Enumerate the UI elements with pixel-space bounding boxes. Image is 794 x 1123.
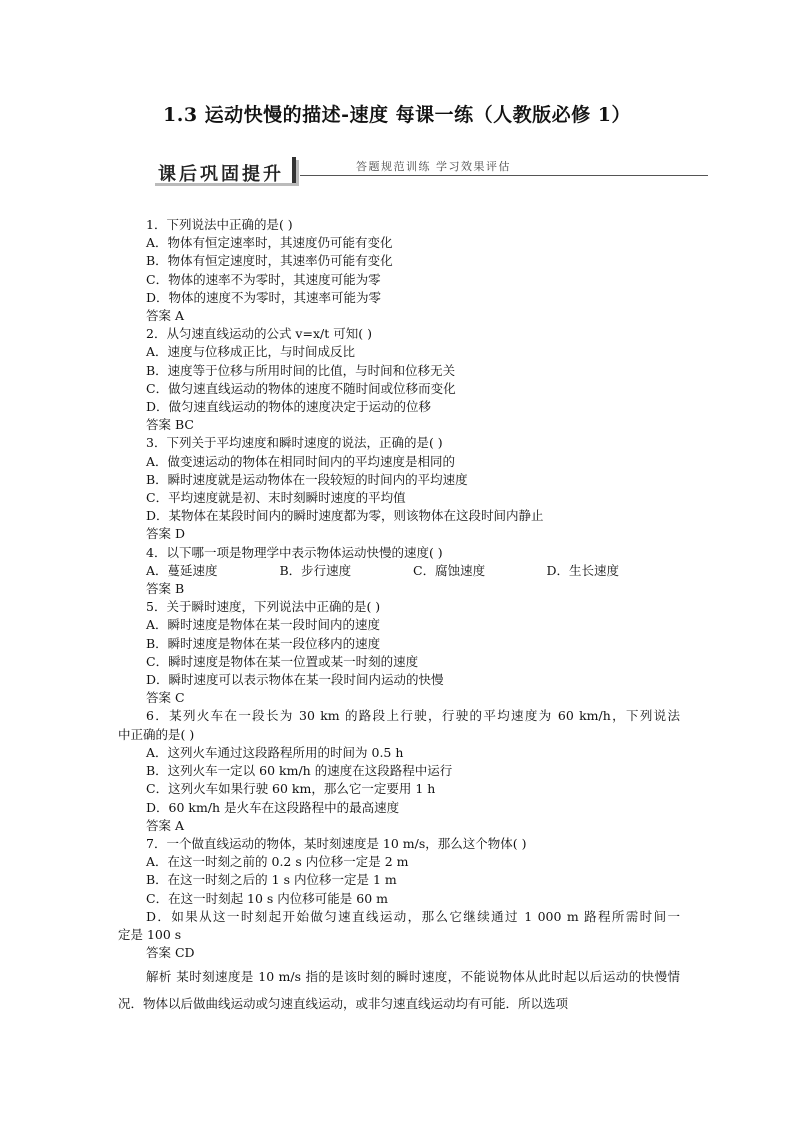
question-5-option-b: B．瞬时速度是物体在某一段位移内的速度 [146, 635, 381, 651]
question-1-option-a: A．物体有恒定速率时，其速度仍可能有变化 [146, 235, 393, 251]
question-7-option-c: C．在这一时刻起 10 s 内位移可能是 60 m [146, 890, 389, 906]
question-list [118, 216, 680, 1017]
question-2-option-a: A．速度与位移成正比，与时间成反比 [146, 344, 356, 360]
question-7-option-b: B．在这一时刻之后的 1 s 内位移一定是 1 m [146, 872, 397, 888]
question-7-stem: 7．一个做直线运动的物体，某时刻速度是 10 m/s，那么这个物体( ) [146, 835, 527, 851]
question-6-option-c: C．这列火车如果行驶 60 km，那么它一定要用 1 h [146, 781, 436, 797]
question-5-option-d: D．瞬时速度可以表示物体在某一段时间内运动的快慢 [146, 672, 444, 688]
question-3-option-b: B．瞬时速度就是运动物体在一段较短的时间内的平均速度 [146, 471, 468, 487]
banner-divider [300, 175, 708, 176]
question-2-option-d: D．做匀速直线运动的物体的速度决定于运动的位移 [146, 399, 432, 415]
question-3-stem: 3．下列关于平均速度和瞬时速度的说法，正确的是( ) [146, 435, 443, 451]
question-3-option-c: C．平均速度就是初、末时刻瞬时速度的平均值 [146, 490, 406, 506]
question-3-option-d: D．某物体在某段时间内的瞬时速度都为零，则该物体在这段时间内静止 [146, 508, 544, 524]
question-6-option-d: D．60 km/h 是火车在这段路程中的最高速度 [146, 799, 400, 815]
question-6-option-a: A．这列火车通过这段路程所用的时间为 0.5 h [146, 744, 404, 760]
question-1-answer: 答案 A [146, 308, 185, 324]
question-2-answer: 答案 BC [146, 417, 194, 433]
question-5-option-c: C．瞬时速度是物体在某一位置或某一时刻的速度 [146, 653, 419, 669]
question-7-answer: 答案 CD [146, 945, 195, 961]
question-4-answer: 答案 B [146, 581, 185, 597]
question-4-option-c: C．腐蚀速度 [413, 562, 486, 578]
question-6-option-b: B．这列火车一定以 60 km/h 的速度在这段路程中运行 [146, 763, 453, 779]
question-7-option-d-line-1: D．如果从这一时刻起开始做匀速直线运动，那么它继续通过 1 000 m 路程所需时间一 [146, 908, 680, 924]
question-3-option-a: A．做变速运动的物体在相同时间内的平均速度是相同的 [146, 453, 456, 469]
banner-label-box [152, 157, 296, 183]
question-7-option-a: A．在这一时刻之前的 0.2 s 内位移一定是 2 m [146, 854, 409, 870]
section-banner [152, 155, 708, 185]
banner-subtitle: 答题规范训练 学习效果评估 [352, 158, 515, 174]
question-5-option-a: A．瞬时速度是物体在某一段时间内的速度 [146, 617, 381, 633]
question-2-stem: 2．从匀速直线运动的公式 v=x/t 可知( ) [146, 326, 372, 342]
question-4-options [118, 562, 680, 580]
question-5-stem: 5．关于瞬时速度，下列说法中正确的是( ) [146, 599, 381, 615]
question-1-option-d: D．物体的速度不为零时，其速率可能为零 [146, 289, 382, 305]
question-4-option-a: A．蔓延速度 [146, 562, 218, 578]
question-1-option-b: B．物体有恒定速度时，其速率仍可能有变化 [146, 253, 393, 269]
question-6-stem-line-2: 中正确的是( ) [118, 726, 195, 742]
question-2-option-c: C．做匀速直线运动的物体的速度不随时间或位移而变化 [146, 380, 456, 396]
question-7-option-d-line-2: 定是 100 s [118, 926, 182, 942]
question-7-analysis: 解析 某时刻速度是 10 m/s 指的是该时刻的瞬时速度，不能说物体从此时起以后运动的快慢情况．物体以后做曲线运动或匀速直线运动，或非匀速直线运动均有可能．所以选项 [118, 969, 680, 1012]
question-1-option-c: C．物体的速率不为零时，其速度可能为零 [146, 271, 381, 287]
question-6-answer: 答案 A [146, 817, 185, 833]
question-3-answer: 答案 D [146, 526, 185, 542]
question-6-stem-line-1: 6．某列火车在一段长为 30 km 的路段上行驶，行驶的平均速度为 60 km/h，下列说法 [146, 708, 680, 724]
question-1-stem: 1．下列说法中正确的是( ) [146, 217, 293, 232]
page-title: 1.3 运动快慢的描述-速度 每课一练（人教版必修 1） [162, 104, 631, 126]
question-4-option-b: B．步行速度 [279, 562, 352, 578]
question-4-option-d: D．生长速度 [546, 562, 620, 578]
question-2-option-b: B．速度等于位移与所用时间的比值，与时间和位移无关 [146, 362, 456, 378]
question-4-stem: 4．以下哪一项是物理学中表示物体运动快慢的速度( ) [146, 544, 443, 560]
banner-main-text: 课后巩固提升 [158, 164, 284, 185]
question-5-answer: 答案 C [146, 690, 185, 706]
